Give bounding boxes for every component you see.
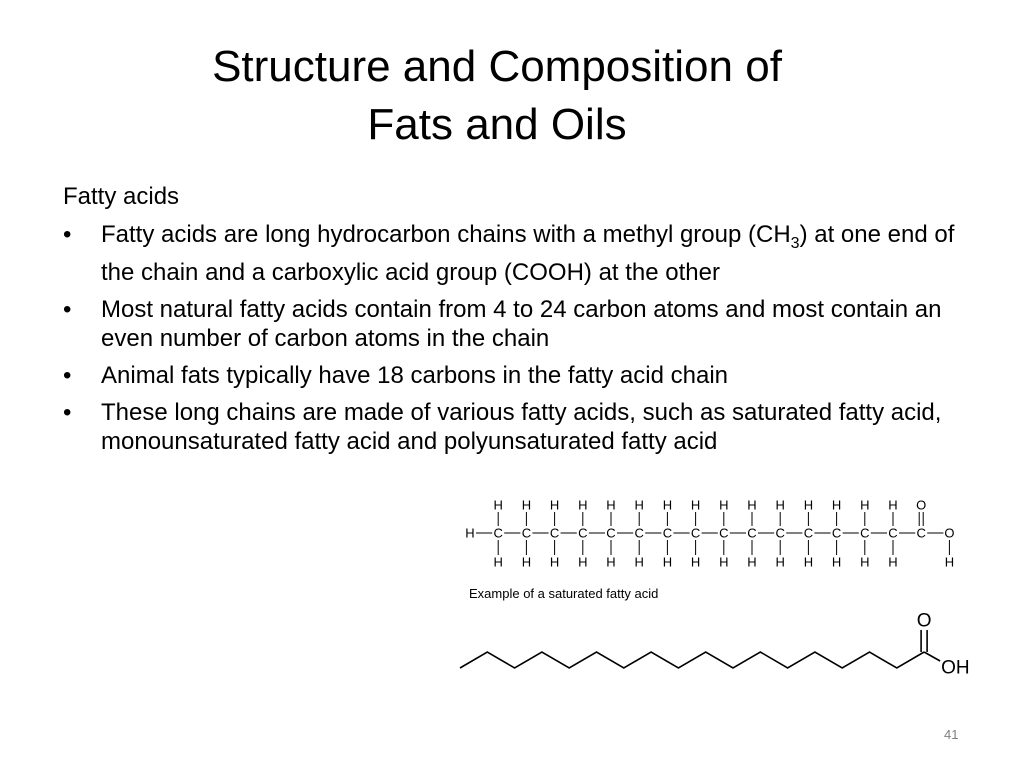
- carbon-atom: C: [831, 525, 842, 541]
- hydrogen-atom: H: [634, 497, 644, 513]
- hydrogen-atom: H: [578, 554, 588, 570]
- hydrogen-atom: H: [549, 554, 560, 570]
- carbon-atom: C: [606, 525, 616, 541]
- carbon-atom: C: [775, 525, 785, 541]
- bullet-subscript: 3: [790, 234, 800, 252]
- bullet-dot: •: [63, 398, 72, 426]
- carbon-atom: C: [719, 525, 729, 541]
- hydrogen-atom: H: [860, 554, 870, 570]
- title-line-1: Structure and Composition of: [212, 42, 782, 91]
- hydrogen-atom: H: [719, 554, 729, 570]
- hydrogen-atom: H: [831, 554, 842, 570]
- carbon-atom: C: [916, 525, 926, 541]
- carbon-atom: C: [888, 525, 898, 541]
- page-number: 41: [944, 727, 959, 742]
- hydroxyl-bond: [924, 652, 940, 661]
- carbon-atom: C: [662, 525, 673, 541]
- hydrogen-atom: H: [549, 497, 560, 513]
- carbon-atom: C: [803, 525, 814, 541]
- oxygen-atom: O: [944, 525, 955, 541]
- bullet-text: These long chains are made of various fatty acids, such as saturated fatty acid, monounsaturated fatty acid and polyunsaturated fatty acid: [101, 398, 942, 455]
- hydrogen-atom: H: [775, 497, 785, 513]
- hydrogen-atom: H: [606, 554, 616, 570]
- hydrogen-atom: H: [578, 497, 588, 513]
- hydrogen-atom: H: [690, 554, 701, 570]
- section-subheading: Fatty acids: [63, 183, 180, 210]
- hydroxyl-label: OH: [941, 657, 970, 679]
- carbon-atom: C: [493, 525, 503, 541]
- hydrogen-atom: H: [747, 497, 757, 513]
- hydrogen-atom: H: [860, 497, 870, 513]
- hydrogen-atom: H: [888, 497, 898, 513]
- carbon-atom: C: [634, 525, 644, 541]
- bullet-text-part: Fatty acids are long hydrocarbon chains with a methyl group (CH: [101, 221, 791, 248]
- oxygen-atom: O: [916, 497, 927, 513]
- carbonyl-oxygen-label: O: [916, 610, 932, 632]
- hydrogen-atom: H: [690, 497, 701, 513]
- hydrogen-atom: H: [521, 554, 532, 570]
- bullet-dot: •: [63, 361, 72, 389]
- hydrogen-atom: H: [606, 497, 616, 513]
- hydrogen-atom: H: [775, 554, 785, 570]
- hydrogen-atom: H: [803, 497, 814, 513]
- hydrogen-atom: H: [493, 497, 503, 513]
- bullet-dot: •: [63, 221, 72, 248]
- bullet-dot: •: [63, 295, 72, 323]
- hydrogen-atom: H: [747, 554, 757, 570]
- hydrogen-atom: H: [662, 497, 673, 513]
- hydrogen-atom: H: [634, 554, 644, 570]
- hydrogen-atom: H: [465, 525, 475, 541]
- hydrogen-atom: H: [803, 554, 814, 570]
- carbon-atom: C: [549, 525, 560, 541]
- carbon-chain-zigzag: [460, 652, 924, 668]
- diagram-caption: Example of a saturated fatty acid: [469, 586, 659, 601]
- bullet-text: Most natural fatty acids contain from 4 to 24 carbon atoms and most contain an even number of carbon atoms in the chain: [101, 295, 942, 352]
- carbon-atom: C: [521, 525, 532, 541]
- title-line-2: Fats and Oils: [367, 100, 627, 149]
- hydrogen-atom: H: [662, 554, 673, 570]
- carbon-atom: C: [747, 525, 757, 541]
- hydrogen-atom: H: [888, 554, 898, 570]
- carbon-atom: C: [860, 525, 870, 541]
- carbon-atom: C: [690, 525, 701, 541]
- bullet-text-part: ) at one end of the chain and a carboxylic acid group (COOH) at the other: [101, 221, 955, 286]
- hydrogen-atom: H: [831, 497, 842, 513]
- hydrogen-atom: H: [493, 554, 503, 570]
- bullet-text: Animal fats typically have 18 carbons in the fatty acid chain: [101, 361, 728, 389]
- hydrogen-atom: H: [944, 554, 955, 570]
- hydrogen-atom: H: [521, 497, 532, 513]
- hydrogen-atom: H: [719, 497, 729, 513]
- carbon-atom: C: [578, 525, 588, 541]
